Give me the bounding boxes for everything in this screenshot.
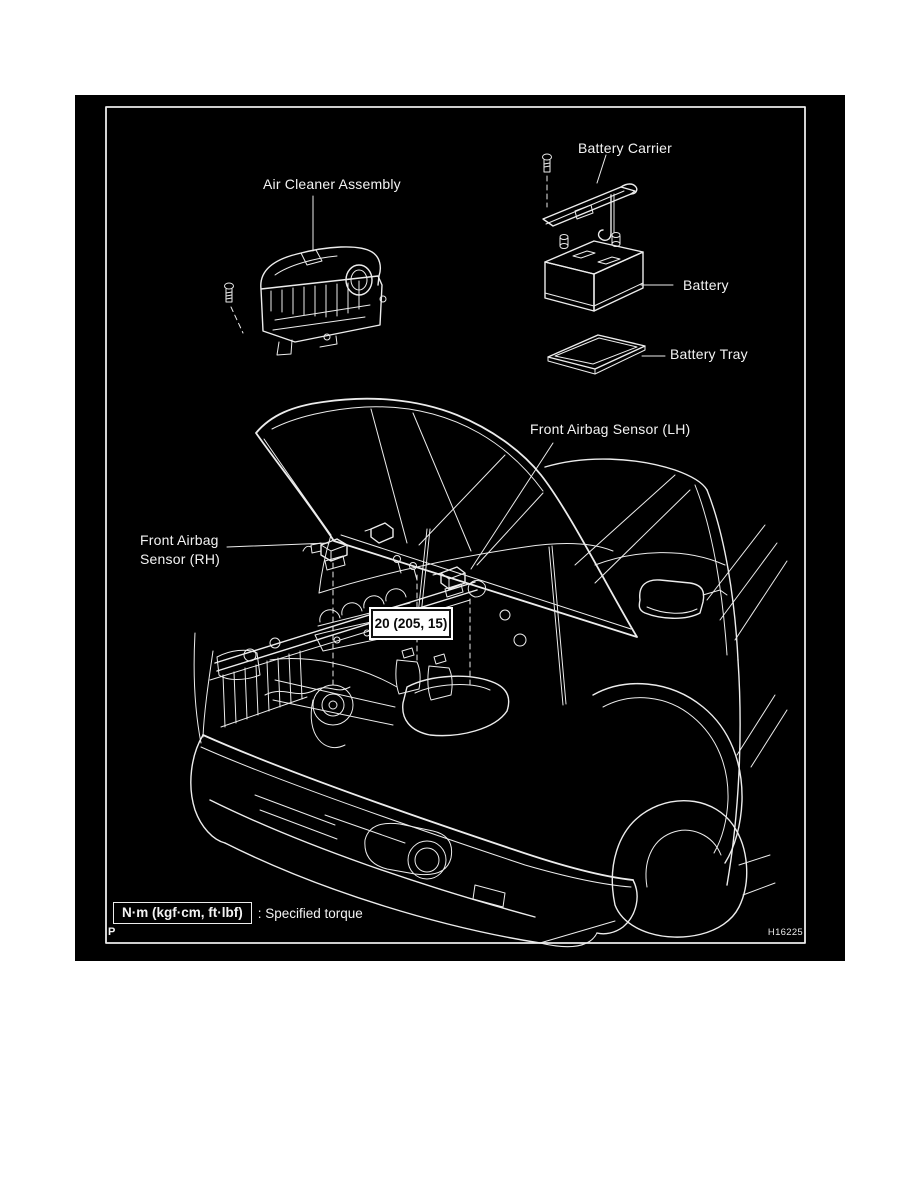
air-cleaner-drawing [225, 247, 387, 355]
front-airbag-sensor-lh-part [433, 567, 465, 597]
label-front-airbag-sensor-rh-line2: Sensor (RH) [140, 551, 220, 567]
battery-tray-drawing [548, 335, 645, 374]
vehicle-illustration [75, 95, 845, 961]
label-front-airbag-sensor-rh [140, 531, 220, 569]
diagram-panel [75, 95, 845, 961]
cabin-drawing [319, 459, 787, 885]
label-battery-tray: Battery Tray [670, 346, 748, 362]
torque-spec-box: 20 (205, 15) [371, 609, 451, 638]
label-front-airbag-sensor-rh-line1: Front Airbag [140, 532, 219, 548]
bolt-icon [543, 154, 552, 172]
airbag-sensors-drawing [303, 523, 486, 689]
label-battery: Battery [683, 277, 729, 293]
leader-lines [227, 155, 673, 569]
label-battery-carrier: Battery Carrier [578, 140, 673, 156]
inner-frame [106, 107, 805, 943]
torque-units-box: N·m (kgf·cm, ft·lbf) [113, 902, 252, 924]
page-marker: P [108, 926, 116, 938]
figure-code: H16225 [767, 927, 803, 938]
bolt-icon [225, 283, 234, 302]
label-front-airbag-sensor-lh: Front Airbag Sensor (LH) [530, 421, 691, 437]
hood-drawing [256, 399, 637, 705]
battery-drawing [545, 233, 643, 312]
torque-legend-description: : Specified torque [257, 905, 363, 921]
label-air-cleaner-assembly: Air Cleaner Assembly [263, 176, 401, 192]
torque-legend [113, 902, 363, 924]
battery-carrier-drawing [543, 154, 637, 240]
engine-bay-drawing [194, 582, 526, 748]
